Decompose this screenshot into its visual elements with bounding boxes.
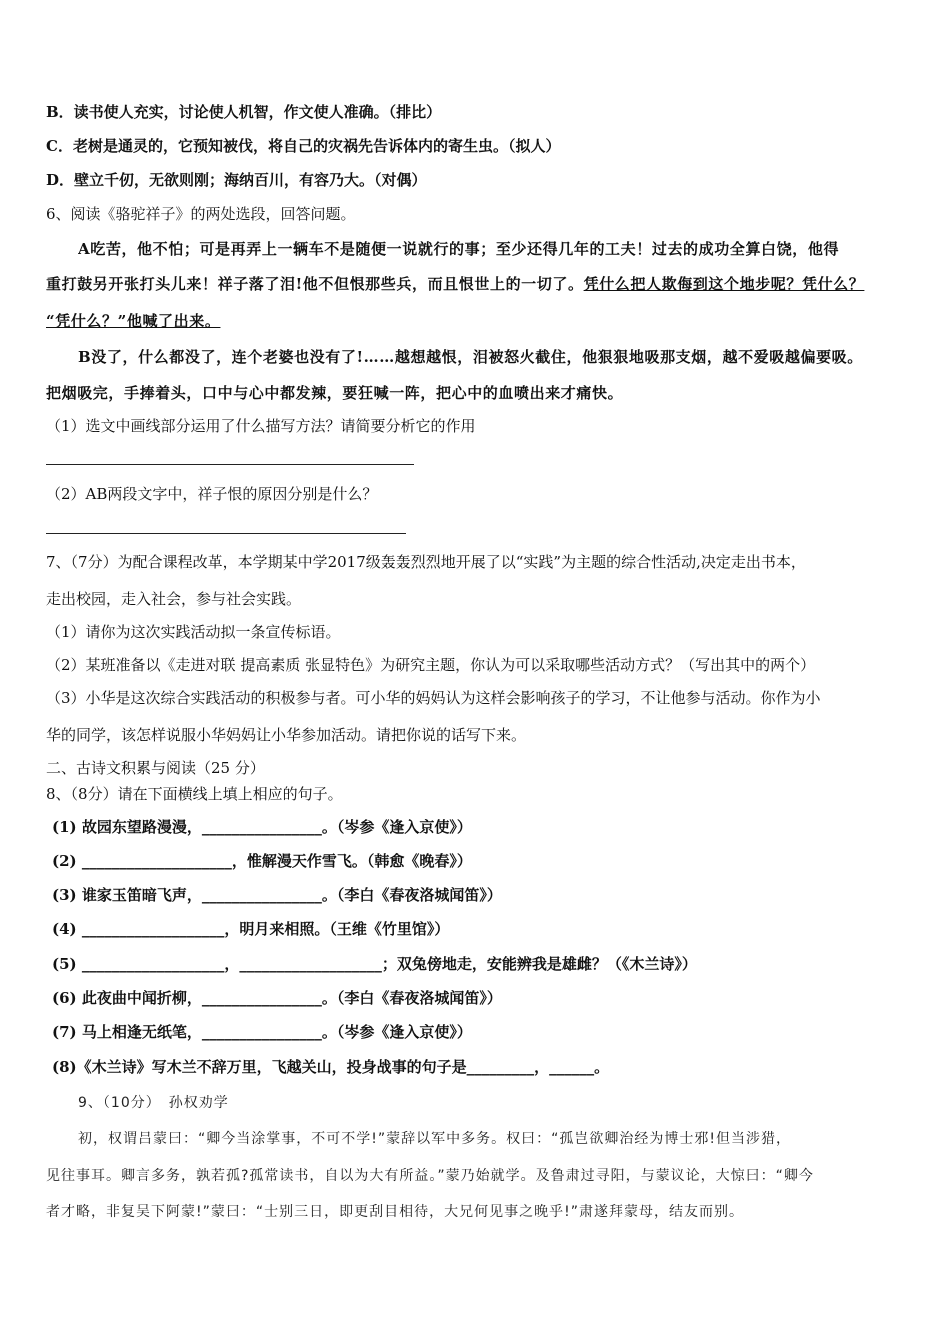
q6-passage-a-line1: A吃苦，他不怕；可是再弄上一辆车不是随便一说就行的事；至少还得几年的工夫！过去的成功全算白饶，他得	[78, 240, 840, 258]
q8-item-8: (8)《木兰诗》写木兰不辞万里，飞越关山，投身战事的句子是_________，______。	[52, 1058, 610, 1076]
q8-item-1: (1) 故园东望路漫漫，________________。（岑参《逢入京使》）	[52, 818, 472, 836]
q6-underlined-sentence: 凭什么把人欺侮到这个地步呢？凭什么？	[583, 275, 865, 293]
q6-sub1: （1）选文中画线部分运用了什么描写方法？请简要分析它的作用	[46, 417, 476, 435]
q9-stem: 9、（10分） 孙权劝学	[78, 1095, 229, 1111]
q8-item-3: (3) 谁家玉笛暗飞声，________________。（李白《春夜洛城闻笛》）	[52, 886, 502, 904]
q7-sub2: （2）某班准备以《走进对联 提高素质 张显特色》为研究主题，你认为可以采取哪些活动方式？（写出其中的两个）	[46, 656, 816, 674]
q6-passage-a-line2-plain: 重打鼓另开张打头儿来！祥子落了泪!他不但恨那些兵，而且恨世上的一切了。	[46, 275, 584, 293]
q5-option-b: B．读书使人充实，讨论使人机智，作文使人准确。（排比）	[46, 103, 442, 121]
q8-stem: 8、（8分）请在下面横线上填上相应的句子。	[46, 785, 343, 803]
q9-para-line3: 者才略，非复吴下阿蒙!”蒙曰：“士别三日，即更刮目相待，大兄何见事之晚乎!”肃遂拜蒙母，结友而别。	[46, 1204, 744, 1220]
q7-stem-line1: 7、（7分）为配合课程改革，本学期某中学2017级轰轰烈烈地开展了以“实践”为主题的综合性活动,决定走出书本，	[46, 553, 806, 571]
q8-item-2: (2) ____________________，惟解漫天作雪飞。（韩愈《晚春》）	[52, 852, 472, 870]
q6-passage-a-line3: “凭什么？”他喊了出来。	[46, 312, 221, 330]
q6-answer-line-1[interactable]	[46, 464, 414, 465]
q6-answer-line-2[interactable]	[46, 533, 406, 534]
q8-item-4: (4) ___________________，明月来相照。（王维《竹里馆》）	[52, 920, 450, 938]
q9-para-line2: 见往事耳。卿言多务，孰若孤?孤常读书，自以为大有所益。”蒙乃始就学。及鲁肃过寻阳，与蒙议论，大惊曰：“卿今	[46, 1168, 814, 1184]
q6-sub2: （2）AB两段文字中，祥子恨的原因分别是什么？	[46, 485, 378, 503]
q9-para-line1: 初，权谓吕蒙曰：“卿今当涂掌事，不可不学!”蒙辞以军中多务。权曰：“孤岂欲卿治经为博士邪!但当涉猎，	[78, 1131, 791, 1147]
q5-option-c: C．老树是通灵的，它预知被伐，将自己的灾祸先告诉体内的寄生虫。（拟人）	[46, 137, 561, 155]
q7-sub3-line1: （3）小华是这次综合实践活动的积极参与者。可小华的妈妈认为这样会影响孩子的学习，不让他参与活动。你作为小	[46, 689, 821, 707]
q7-stem-line2: 走出校园，走入社会，参与社会实践。	[46, 590, 302, 608]
q6-stem: 6、阅读《骆驼祥子》的两处选段，回答问题。	[46, 205, 356, 223]
q8-item-7: (7) 马上相逢无纸笔，________________。（岑参《逢入京使》）	[52, 1023, 472, 1041]
q5-option-d: D．壁立千仞，无欲则刚；海纳百川，有容乃大。（对偶）	[46, 171, 427, 189]
q7-sub3-line2: 华的同学，该怎样说服小华妈妈让小华参加活动。请把你说的话写下来。	[46, 726, 527, 744]
q7-sub1: （1）请你为这次实践活动拟一条宣传标语。	[46, 623, 341, 641]
q8-item-5: (5) ___________________，___________________；双兔傍地走，安能辨我是雄雌？（《木兰诗》）	[52, 955, 697, 973]
q6-passage-b-line2: 把烟吸完，手捧着头，口中与心中都发辣，要狂喊一阵，把心中的血喷出来才痛快。	[46, 384, 624, 402]
section2-heading: 二、古诗文积累与阅读（25 分）	[46, 759, 265, 777]
q8-item-6: (6) 此夜曲中闻折柳，________________。（李白《春夜洛城闻笛》）	[52, 989, 502, 1007]
q6-passage-b-line1: B没了，什么都没了，连个老婆也没有了!……越想越恨，泪被怒火截住，他狠狠地吸那支烟，越不爱吸越偏要吸。	[78, 348, 863, 366]
q6-passage-a-line2	[46, 273, 910, 295]
